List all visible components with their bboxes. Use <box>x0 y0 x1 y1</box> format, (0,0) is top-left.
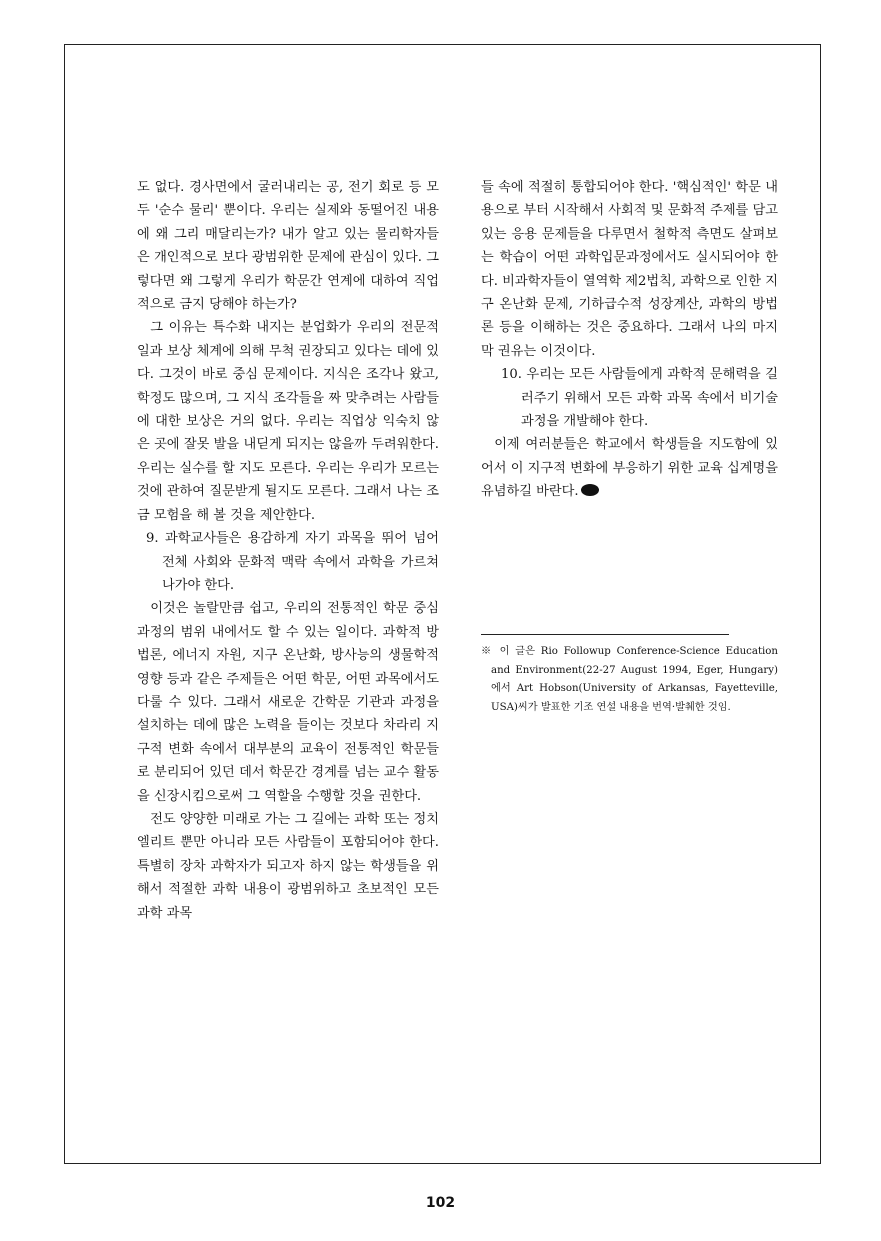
recommendation-10: 10. 우리는 모든 사람들에게 과학적 문해력을 길러주기 위해서 모든 과학 과목 속에서 비기술 과정을 개발해야 한다. <box>501 367 778 430</box>
left-paragraph-1: 도 없다. 경사면에서 굴러내리는 공, 전기 회로 등 모두 '순수 물리' 뿐이다. 우리는 실제와 동떨어진 내용에 왜 그리 매달리는가? 내가 알고 있는 물리학자들은 개인적으로 보다 광범위한 문제에 관심이 있다. 그렇다면 왜 그렇게 우리가 학문간 연계에 대하여 직업적으로 금지 당해야 하는가? <box>137 180 439 313</box>
footnote <box>481 634 778 717</box>
left-paragraph-2: 그 이유는 특수화 내지는 분업화가 우리의 전문적 일과 보상 체계에 의해 무척 권장되고 있다는 데에 있다. 그것이 바로 중심 문제이다. 지식은 조각나 왔고, 학정도 많으며, 그 지식 조각들을 짜 맞추려는 사람들에 대한 보상은 거의 없다. 우리는 직업상 익숙치 않은 곳에 잘못 발을 내딛게 되지는 않을까 두려워한다. 우리는 실수를 할 지도 모른다. 우리는 우리가 모르는 것에 관하여 질문받게 될지도 모른다. 그래서 나는 조금 모험을 해 볼 것을 제안한다. <box>137 320 439 523</box>
left-text-column <box>137 176 439 925</box>
right-paragraph-2 <box>481 433 778 503</box>
end-mark-icon <box>581 484 599 496</box>
recommendation-9: 9. 과학교사들은 용감하게 자기 과목을 뛰어 넘어 전체 사회와 문화적 맥락 속에서 과학을 가르쳐 나가야 한다. <box>146 531 439 593</box>
left-paragraph-3: 이것은 놀랄만큼 쉽고, 우리의 전통적인 학문 중심과정의 범위 내에서도 할 수 있는 일이다. 과학적 방법론, 에너지 자원, 지구 온난화, 방사능의 생물학적 영향 등과 같은 주제들은 어떤 학문, 어떤 과목에서도 다룰 수 있다. 그래서 새로운 간학문 기관과 과정을 설치하는 데에 많은 노력을 들이는 것보다 차라리 지구적 변화 속에서 대부분의 교육이 전통적인 학문들로 분리되어 있던 데서 학문간 경계를 넘는 교수 활동을 신장시킴으로써 그 역할을 수행할 것을 권한다. <box>137 601 439 804</box>
right-text-column <box>481 176 778 504</box>
footnote-text: ※ 이 글은 Rio Followup Conference-Science Education and Environment(22-27 August 1994, Eger, Hungary)에서 Art Hobson(University of Arkansas, Fayetteville, USA)씨가 발표한 기조 연설 내용을 번역·발췌한 것임. <box>481 646 778 713</box>
footnote-divider <box>481 634 729 635</box>
right-paragraph-1: 들 속에 적절히 통합되어야 한다. '핵심적인' 학문 내용으로 부터 시작해서 사회적 및 문화적 주제를 담고 있는 응용 문제들을 다루면서 철학적 측면도 살펴보는 학습이 어떤 과학입문과정에서도 실시되어야 한다. 비과학자들이 열역학 제2법칙, 과학으로 인한 지구 온난화 문제, 기하급수적 성장계산, 과학의 방법론 등을 이해하는 것은 중요하다. 그래서 나의 마지막 권유는 이것이다. <box>481 180 778 359</box>
left-paragraph-4: 전도 양양한 미래로 가는 그 길에는 과학 또는 정치 엘리트 뿐만 아니라 모든 사람들이 포함되어야 한다. 특별히 장차 과학자가 되고자 하지 않는 학생들을 위해서 적절한 과학 내용이 광범위하고 초보적인 모든 과학 과목 <box>137 811 439 921</box>
closing-text: 이제 여러분들은 학교에서 학생들을 지도함에 있어서 이 지구적 변화에 부응하기 위한 교육 십계명을 유념하길 바란다. <box>481 437 778 500</box>
page-number: 102 <box>425 1195 456 1211</box>
